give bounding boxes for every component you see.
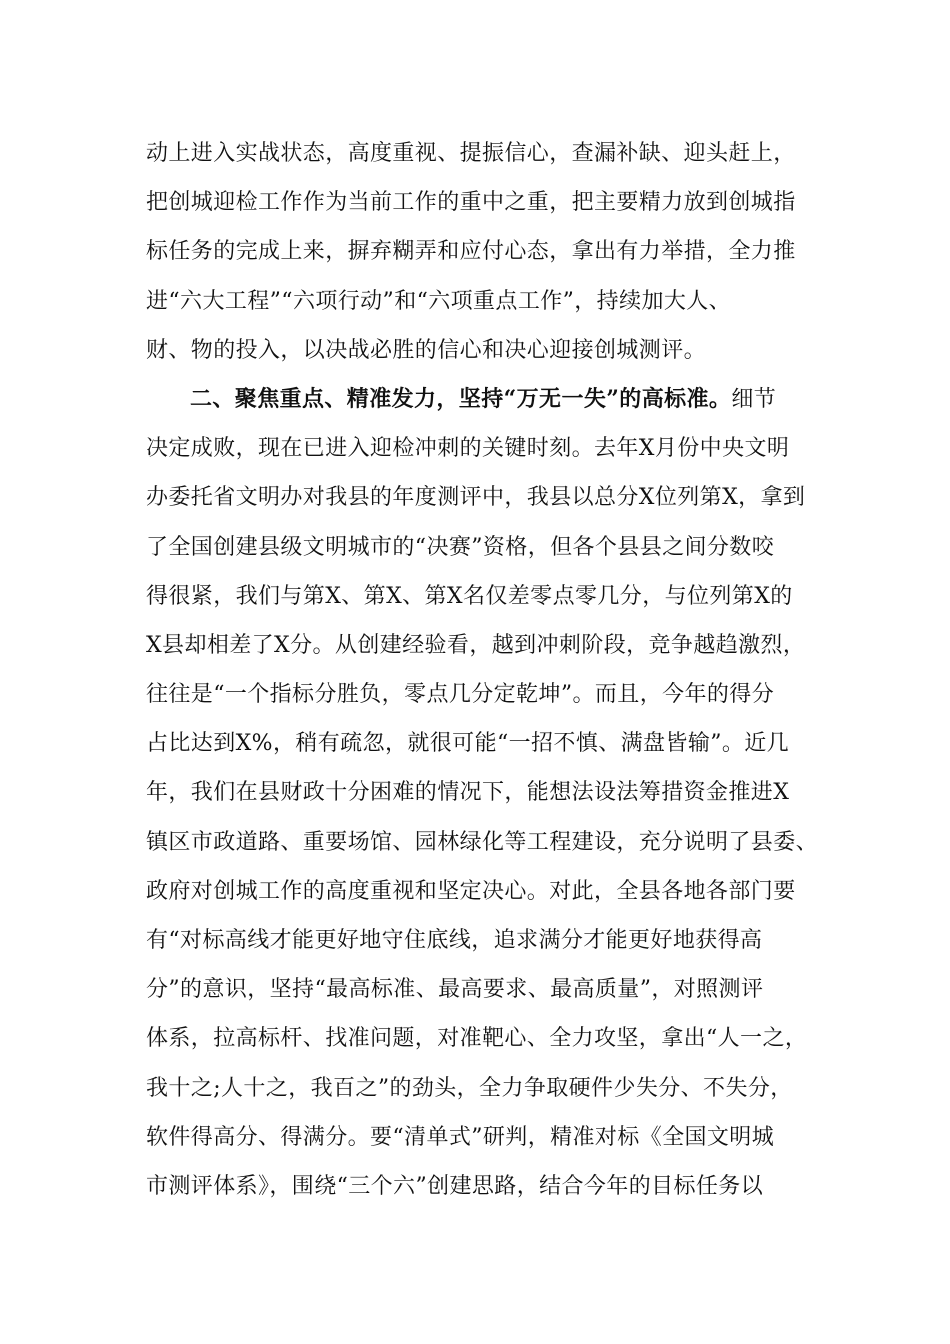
text-line: 有“对标高线才能更好地守住底线，追求满分才能更好地获得高 [146, 928, 763, 953]
text-line: 市测评体系》，围绕“三个六”创建思路，结合今年的目标任务以 [146, 1173, 764, 1199]
text-line: 财、物的投入，以决战必胜的信心和决心迎接创城测评。 [146, 337, 707, 363]
text-line: 了全国创建县级文明城市的“决赛”资格，但各个县县之间分数咬 [146, 534, 775, 560]
text-line: X县却相差了X分。从创建经验看，越到冲刺阶段，竞争越趋激烈， [146, 632, 806, 658]
text-line: 进“六大工程”“六项行动”和“六项重点工作”，持续加大人、 [146, 288, 732, 314]
text-line: 决定成败，现在已进入迎检冲刺的关键时刻。去年X月份中央文明 [146, 436, 790, 462]
text-run: 细节 [731, 386, 777, 412]
paragraph-2-first-line [146, 375, 826, 424]
text-line: 得很紧，我们与第X、第X、第X名仅差零点零几分，与位列第X的 [146, 583, 793, 609]
document-body [146, 129, 826, 1211]
text-line: 占比达到X%，稍有疏忽，就很可能“一招不慎、满盘皆输”。近几 [146, 731, 790, 757]
text-line: 年，我们在县财政十分困难的情况下，能想法设法筹措资金推进X [146, 780, 790, 806]
text-line: 体系，拉高标杆、找准问题，对准靶心、全力攻坚，拿出“人一之， [146, 1026, 808, 1052]
text-line: 分”的意识，坚持“最高标准、最高要求、最高质量”，对照测评 [146, 977, 764, 1003]
text-line: 软件得高分、得满分。要“清单式”研判，精准对标《全国文明城 [146, 1124, 775, 1150]
text-line: 镇区市政道路、重要场馆、园林绿化等工程建设，充分说明了县委、 [146, 829, 819, 855]
text-line: 动上进入实战状态，高度重视、提振信心，查漏补缺、迎头赶上， [146, 141, 796, 166]
text-line: 我十之;人十之，我百之”的劲头，全力争取硬件少失分、不失分， [146, 1075, 793, 1101]
paragraph-2 [146, 375, 826, 1211]
text-line: 往往是“一个指标分胜负，零点几分定乾坤”。而且，今年的得分 [146, 682, 775, 708]
paragraph-1 [146, 129, 826, 375]
text-line: 政府对创城工作的高度重视和坚定决心。对此，全县各地各部门要 [146, 878, 796, 904]
text-line: 标任务的完成上来，摒弃糊弄和应付心态，拿出有力举措，全力推 [146, 239, 796, 265]
text-line: 把创城迎检工作作为当前工作的重中之重，把主要精力放到创城指 [146, 190, 796, 216]
section-heading: 二、聚焦重点、精准发力，坚持“万无一失”的高标准。 [190, 385, 732, 412]
text-line: 办委托省文明办对我县的年度测评中，我县以总分X位列第X，拿到 [146, 485, 806, 511]
